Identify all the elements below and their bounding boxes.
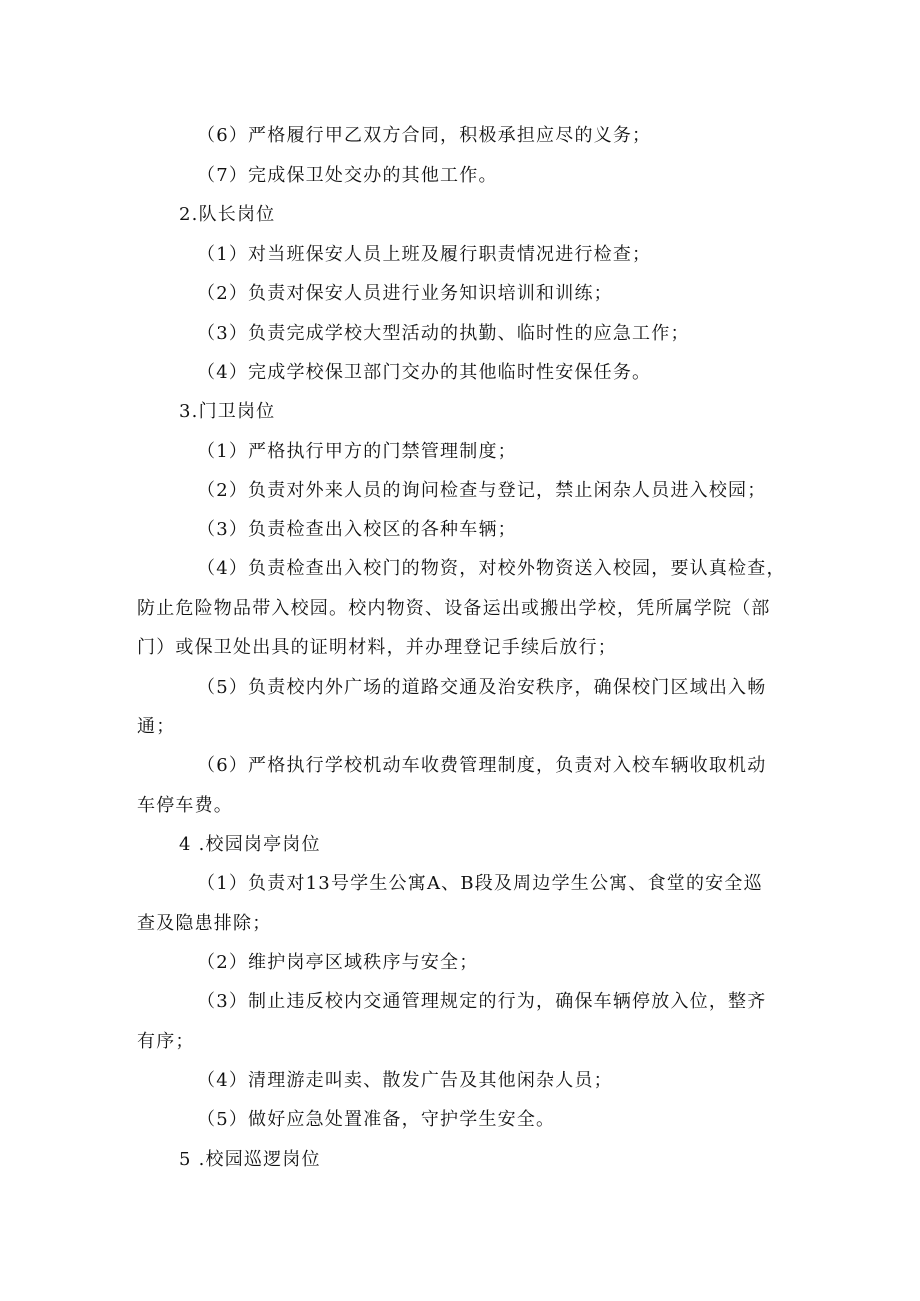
text-line: 门）或保卫处出具的证明材料，并办理登记手续后放行； <box>137 637 617 658</box>
text-line: （3）负责检查出入校区的各种车辆； <box>197 519 517 540</box>
text-line: （1）负责对13号学生公寓A、B段及周边学生公寓、食堂的安全巡 <box>197 873 763 894</box>
text-line: （6）严格执行学校机动车收费管理制度，负责对入校车辆收取机动 <box>197 755 767 776</box>
text-line: （3）制止违反校内交通管理规定的行为，确保车辆停放入位，整齐 <box>197 991 767 1012</box>
text-line: （2）负责对外来人员的询问检查与登记，禁止闲杂人员进入校园； <box>197 480 767 501</box>
text-line: （4）完成学校保卫部门交办的其他临时性安保任务。 <box>197 362 652 383</box>
text-line: （1）严格执行甲方的门禁管理制度； <box>197 441 517 462</box>
text-line: （4）负责检查出入校门的物资，对校外物资送入校园，要认真检查， <box>197 558 786 579</box>
text-line: 通； <box>137 716 176 737</box>
text-line: （4）清理游走叫卖、散发广告及其他闲杂人员； <box>197 1070 613 1091</box>
text-line: （6）严格履行甲乙双方合同，积极承担应尽的义务； <box>197 125 652 146</box>
text-line: （5）负责校内外广场的道路交通及治安秩序，确保校门区域出入畅 <box>197 677 767 698</box>
text-line: （2）负责对保安人员进行业务知识培训和训练； <box>197 283 613 304</box>
section-heading: 4 .校园岗亭岗位 <box>179 834 321 855</box>
text-line: （2）维护岗亭区域秩序与安全； <box>197 952 479 973</box>
text-line: 防止危险物品带入校园。校内物资、设备运出或搬出学校，凭所属学院（部 <box>137 598 771 619</box>
text-line: （5）做好应急处置准备，守护学生安全。 <box>197 1109 556 1130</box>
text-line: （7）完成保卫处交办的其他工作。 <box>197 165 498 186</box>
text-line: 有序； <box>137 1031 195 1052</box>
text-line: （1）对当班保安人员上班及履行职责情况进行检查； <box>197 244 652 265</box>
section-heading: 3.门卫岗位 <box>179 401 276 422</box>
text-line: 车停车费。 <box>137 795 233 816</box>
text-line: 查及隐患排除； <box>137 913 272 934</box>
section-heading: 5 .校园巡逻岗位 <box>179 1149 321 1170</box>
section-heading: 2.队长岗位 <box>179 204 276 225</box>
text-line: （3）负责完成学校大型活动的执勤、临时性的应急工作； <box>197 323 690 344</box>
